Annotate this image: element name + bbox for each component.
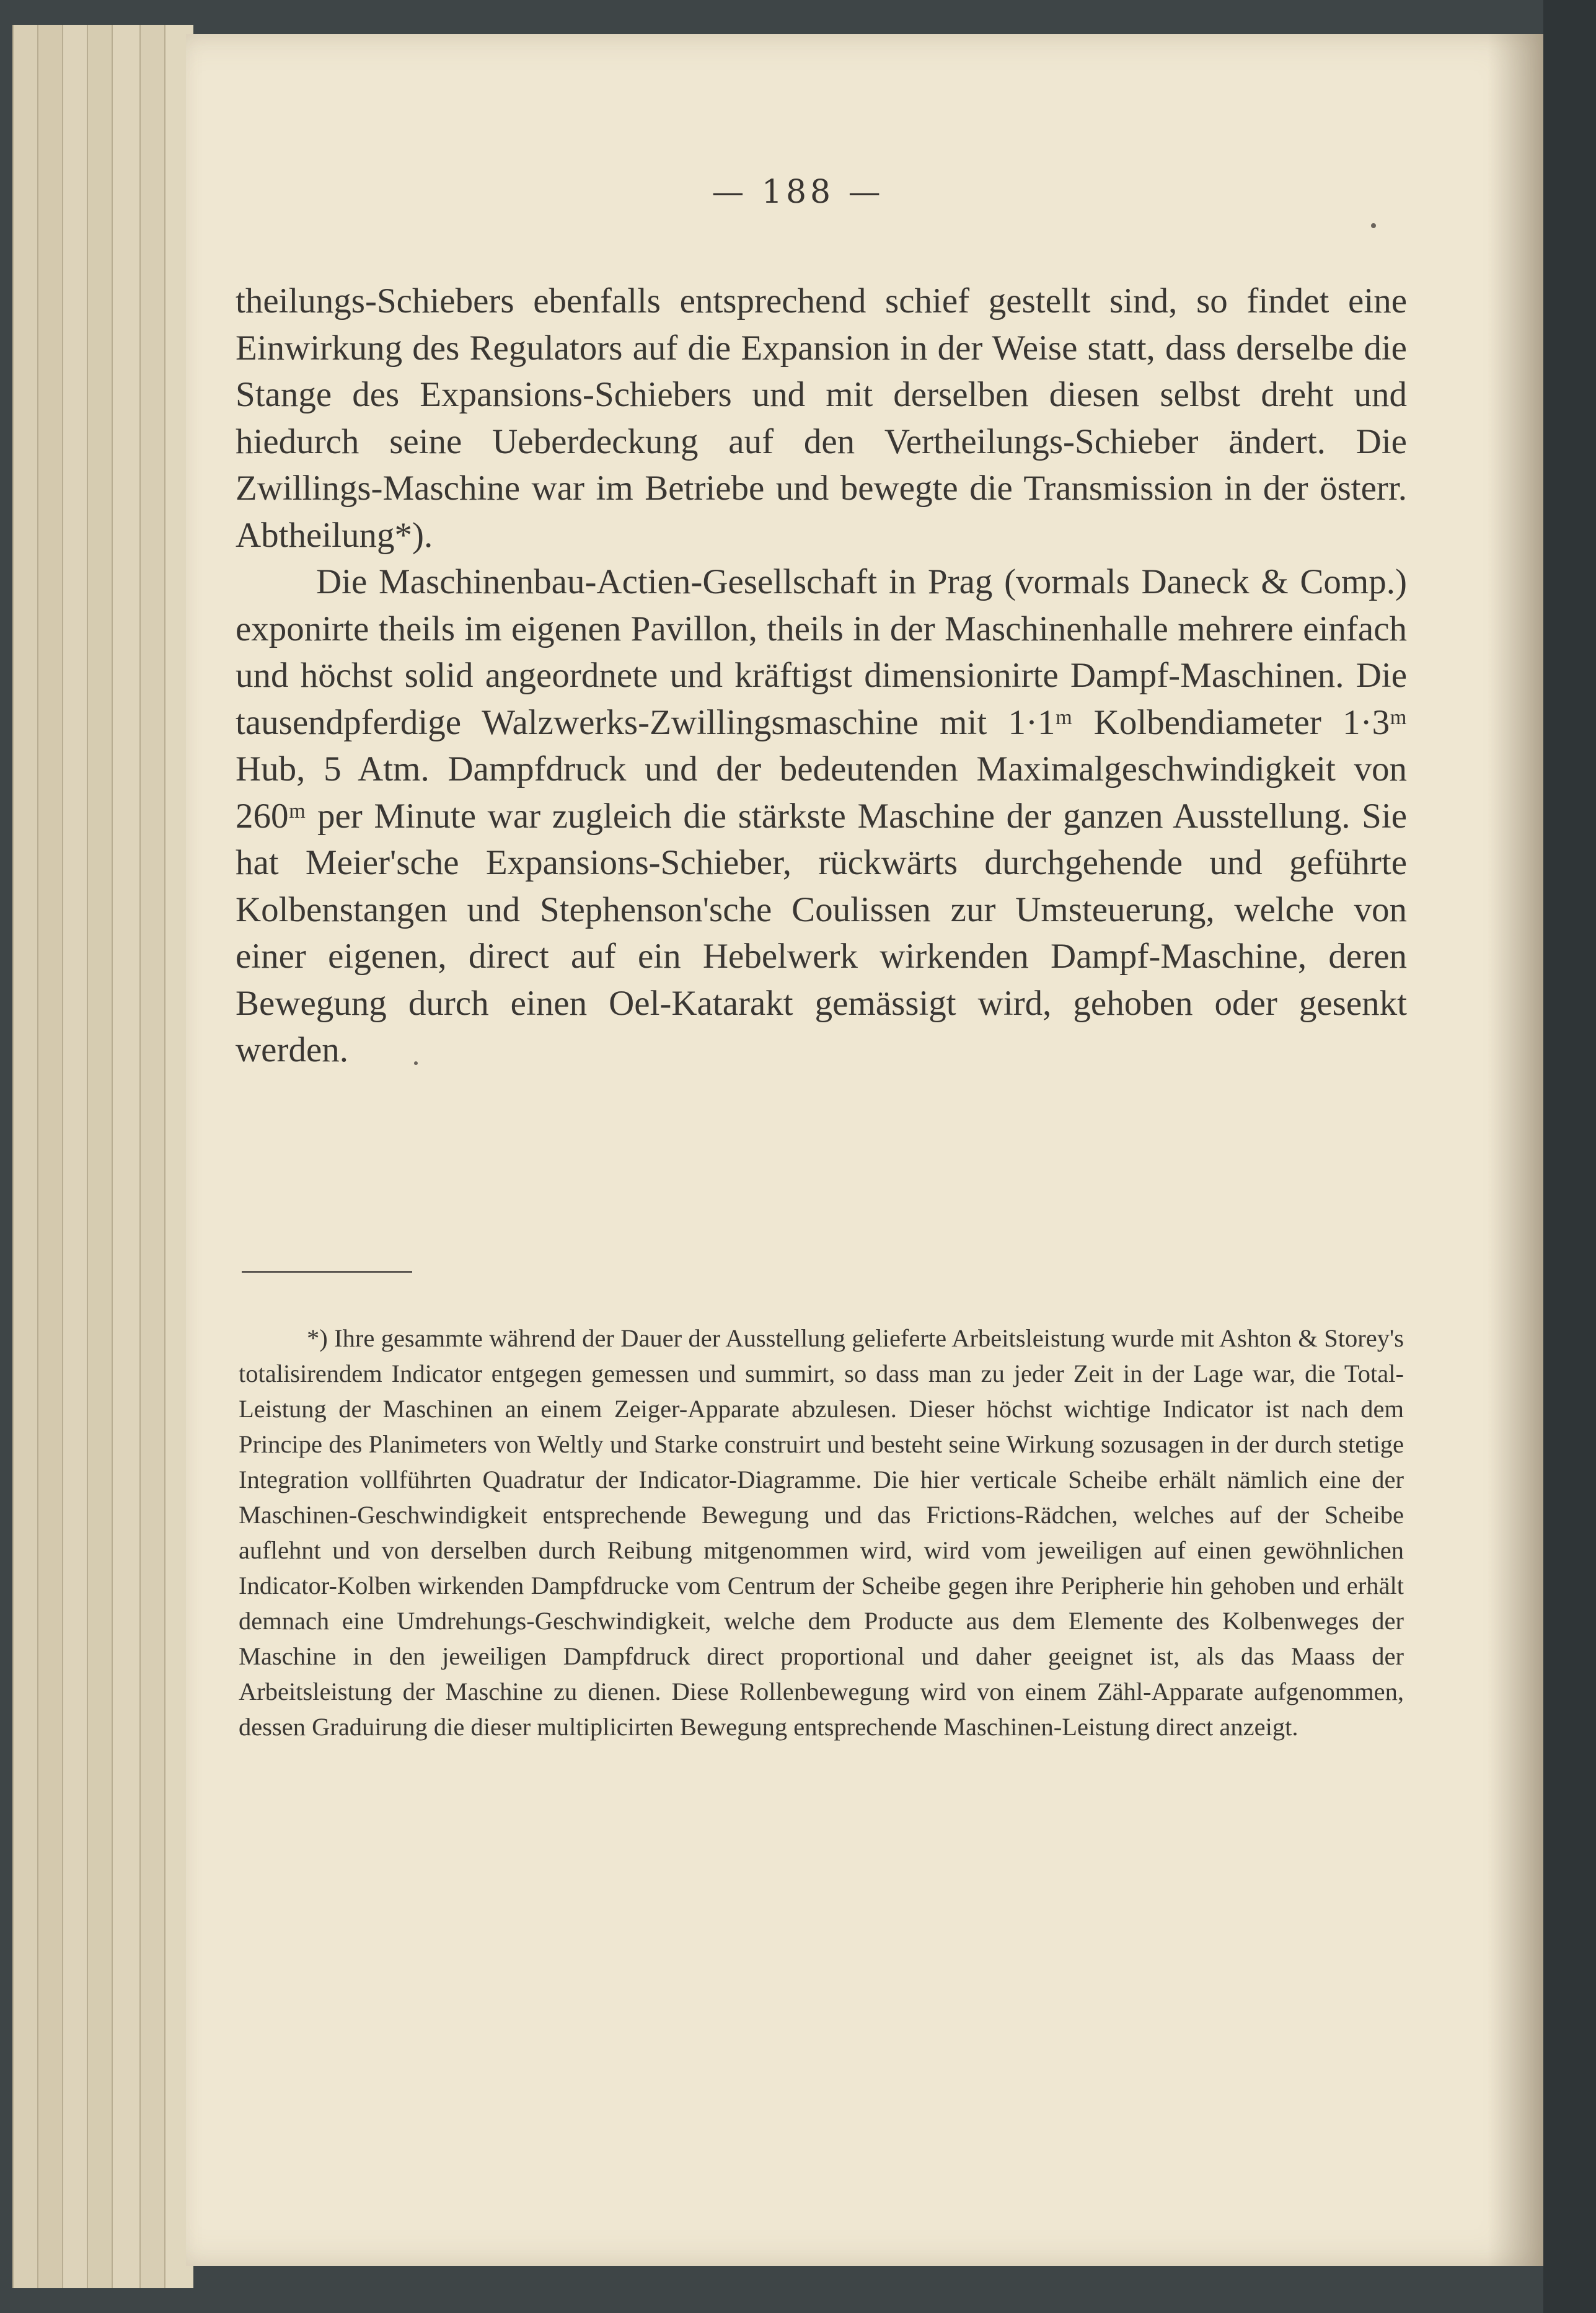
page-number: — 188 — <box>712 174 884 211</box>
book-cover-board <box>1543 0 1596 2313</box>
footnote-text: *) Ihre gesammte während der Dauer der Ausstellung gelieferte Arbeitsleistung wurde mit Ashton & Storey's totalisirendem Indicator entgegen gemessen und summirt, so dass man zu jeder Zeit in der Lage war, die Total-Leistung der Maschinen an einem Zeiger-Apparate abzulesen. Dieser höchst wichtige Indicator ist nach dem Principe des Planimeters von Weltly und Starke construirt und besteht seine Wirkung sozusagen in der durch stetige Integration vollführten Quadratur der Indicator-Diagramme. Die hier verticale Scheibe erhält nämlich eine der Maschinen-Geschwindigkeit entsprechende Bewegung und das Frictions-Rädchen, welches auf der Scheibe auflehnt und von derselben durch Reibung mitgenommen wird, wird vom jeweiligen auf einen gewöhnlichen Indicator-Kolben wirkenden Dampfdrucke vom Centrum der Scheibe gegen ihre Peripherie hin gehoben und erhält demnach eine Umdrehungs-Geschwindigkeit, welche dem Producte aus dem Elemente des Kolbenweges der Maschine in den jeweiligen Dampfdruck direct proportional und daher geeignet ist, als das Maass der Arbeitsleistung der Maschine zu dienen. Diese Rollenbewegung wird von einem Zähl-Apparate aufgenommen, dessen Graduirung die dieser multiplicirten Bewegung entsprechende Maschinen-Leistung direct anzeigt. <box>239 1324 1404 1741</box>
gutter-shadow <box>1488 34 1543 2266</box>
body-text <box>236 278 1407 1074</box>
paragraph: Die Maschinenbau-Actien-Gesellschaft in Prag (vormals Daneck & Comp.) exponirte theils im eigenen Pavillon, theils in der Maschinenhalle mehrere einfach und höchst solid angeordnete und kräftigst dimensionirte Dampf-Maschinen. Die tausendpferdige Walzwerks-Zwillingsmaschine mit 1·1ᵐ Kolbendiameter 1·3ᵐ Hub, 5 Atm. Dampfdruck und der bedeutenden Maximalgeschwindigkeit von 260ᵐ per Minute war zugleich die stärkste Maschine der ganzen Ausstellung. Sie hat Meier'sche Expansions-Schieber, rückwärts durchgehende und geführte Kolbenstangen und Stephenson'sche Coulissen zur Umsteuerung, welche von einer eigenen, direct auf ein Hebelwerk wirkenden Dampf-Maschine, deren Bewegung durch einen Oel-Katarakt gemässigt wird, gehoben oder gesenkt werden. <box>236 562 1407 1069</box>
speck <box>1371 223 1376 228</box>
footnote <box>239 1320 1404 1745</box>
footnote-rule <box>242 1271 412 1273</box>
paragraph: theilungs-Schiebers ebenfalls entsprechend schief gestellt sind, so findet eine Einwirkung des Regulators auf die Expansion in der Weise statt, dass derselbe die Stange des Expansions-Schiebers und mit derselben diesen selbst dreht und hiedurch seine Ueberdeckung auf den Vertheilungs-Schieber ändert. Die Zwillings-Maschine war im Betriebe und bewegte die Transmission in der österr. Abtheilung*). <box>236 281 1407 555</box>
